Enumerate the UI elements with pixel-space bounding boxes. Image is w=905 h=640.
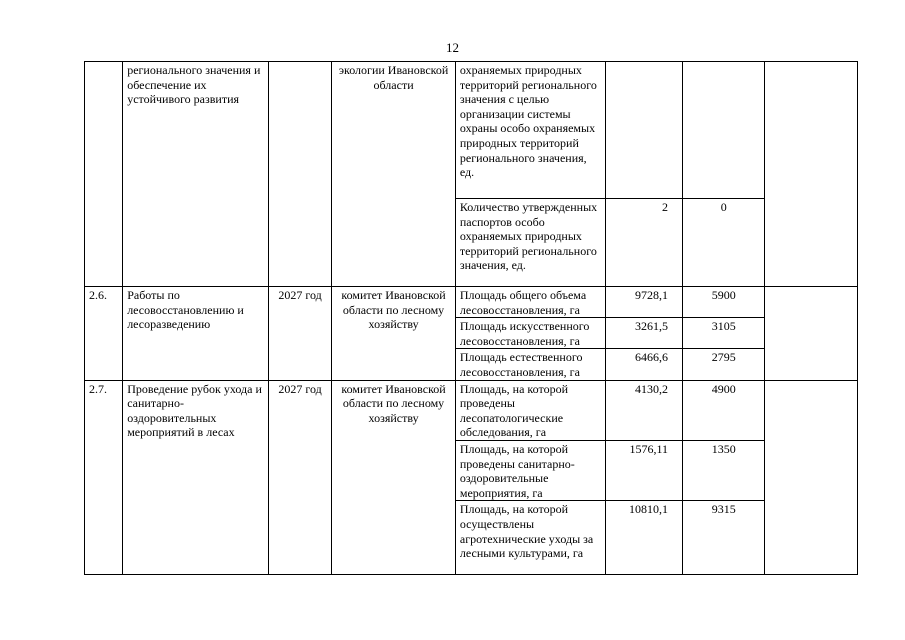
cell-indicator: охраняемых природных территорий регионального значения с целью организации системы охраны особо охраняемых природных территорий регионального значения, ед. (455, 62, 605, 199)
cell-indicator: Количество утвержденных паспортов особо охраняемых природных территорий регионального значения, ед. (455, 199, 605, 287)
cell-year (268, 62, 331, 287)
cell-value-2: 5900 (683, 287, 765, 318)
cell-indicator: Площадь общего объема лесовосстановления, га (455, 287, 605, 318)
cell-value-1: 1576,11 (605, 440, 682, 500)
cell-executor: экологии Ивановской области (332, 62, 456, 287)
cell-indicator: Площадь, на которой осуществлены агротехнические уходы за лесными культурами, га (455, 501, 605, 575)
cell-empty (765, 287, 858, 381)
cell-name: Работы по лесовосстановлению и лесоразведению (123, 287, 269, 381)
cell-empty (765, 62, 858, 287)
cell-value-1: 2 (605, 199, 682, 287)
cell-value-2: 0 (683, 199, 765, 287)
cell-indicator: Площадь, на которой проведены лесопатологические обследования, га (455, 380, 605, 440)
cell-value-1: 6466,6 (605, 349, 682, 380)
cell-value-2: 1350 (683, 440, 765, 500)
cell-value-2: 9315 (683, 501, 765, 575)
cell-indicator: Площадь естественного лесовосстановления, га (455, 349, 605, 380)
cell-value-2: 3105 (683, 318, 765, 349)
table-row (85, 287, 858, 318)
table-row (85, 380, 858, 440)
cell-year: 2027 год (268, 380, 331, 575)
cell-num (85, 62, 123, 287)
cell-name: регионального значения и обеспечение их устойчивого развития (123, 62, 269, 287)
cell-indicator: Площадь, на которой проведены санитарно-оздоровительные мероприятия, га (455, 440, 605, 500)
cell-num: 2.6. (85, 287, 123, 381)
cell-value-1: 3261,5 (605, 318, 682, 349)
cell-value-2 (683, 62, 765, 199)
cell-name: Проведение рубок ухода и санитарно-оздоровительных мероприятий в лесах (123, 380, 269, 575)
cell-value-2: 4900 (683, 380, 765, 440)
cell-value-1: 4130,2 (605, 380, 682, 440)
program-table (84, 61, 858, 575)
cell-year: 2027 год (268, 287, 331, 381)
cell-empty (765, 380, 858, 575)
cell-value-1: 9728,1 (605, 287, 682, 318)
page-number: 12 (446, 40, 459, 55)
cell-value-1 (605, 62, 682, 199)
cell-value-1: 10810,1 (605, 501, 682, 575)
cell-value-2: 2795 (683, 349, 765, 380)
cell-executor: комитет Ивановской области по лесному хозяйству (332, 380, 456, 575)
cell-executor: комитет Ивановской области по лесному хозяйству (332, 287, 456, 381)
cell-indicator: Площадь искусственного лесовосстановления, га (455, 318, 605, 349)
table-row (85, 62, 858, 199)
cell-num: 2.7. (85, 380, 123, 575)
